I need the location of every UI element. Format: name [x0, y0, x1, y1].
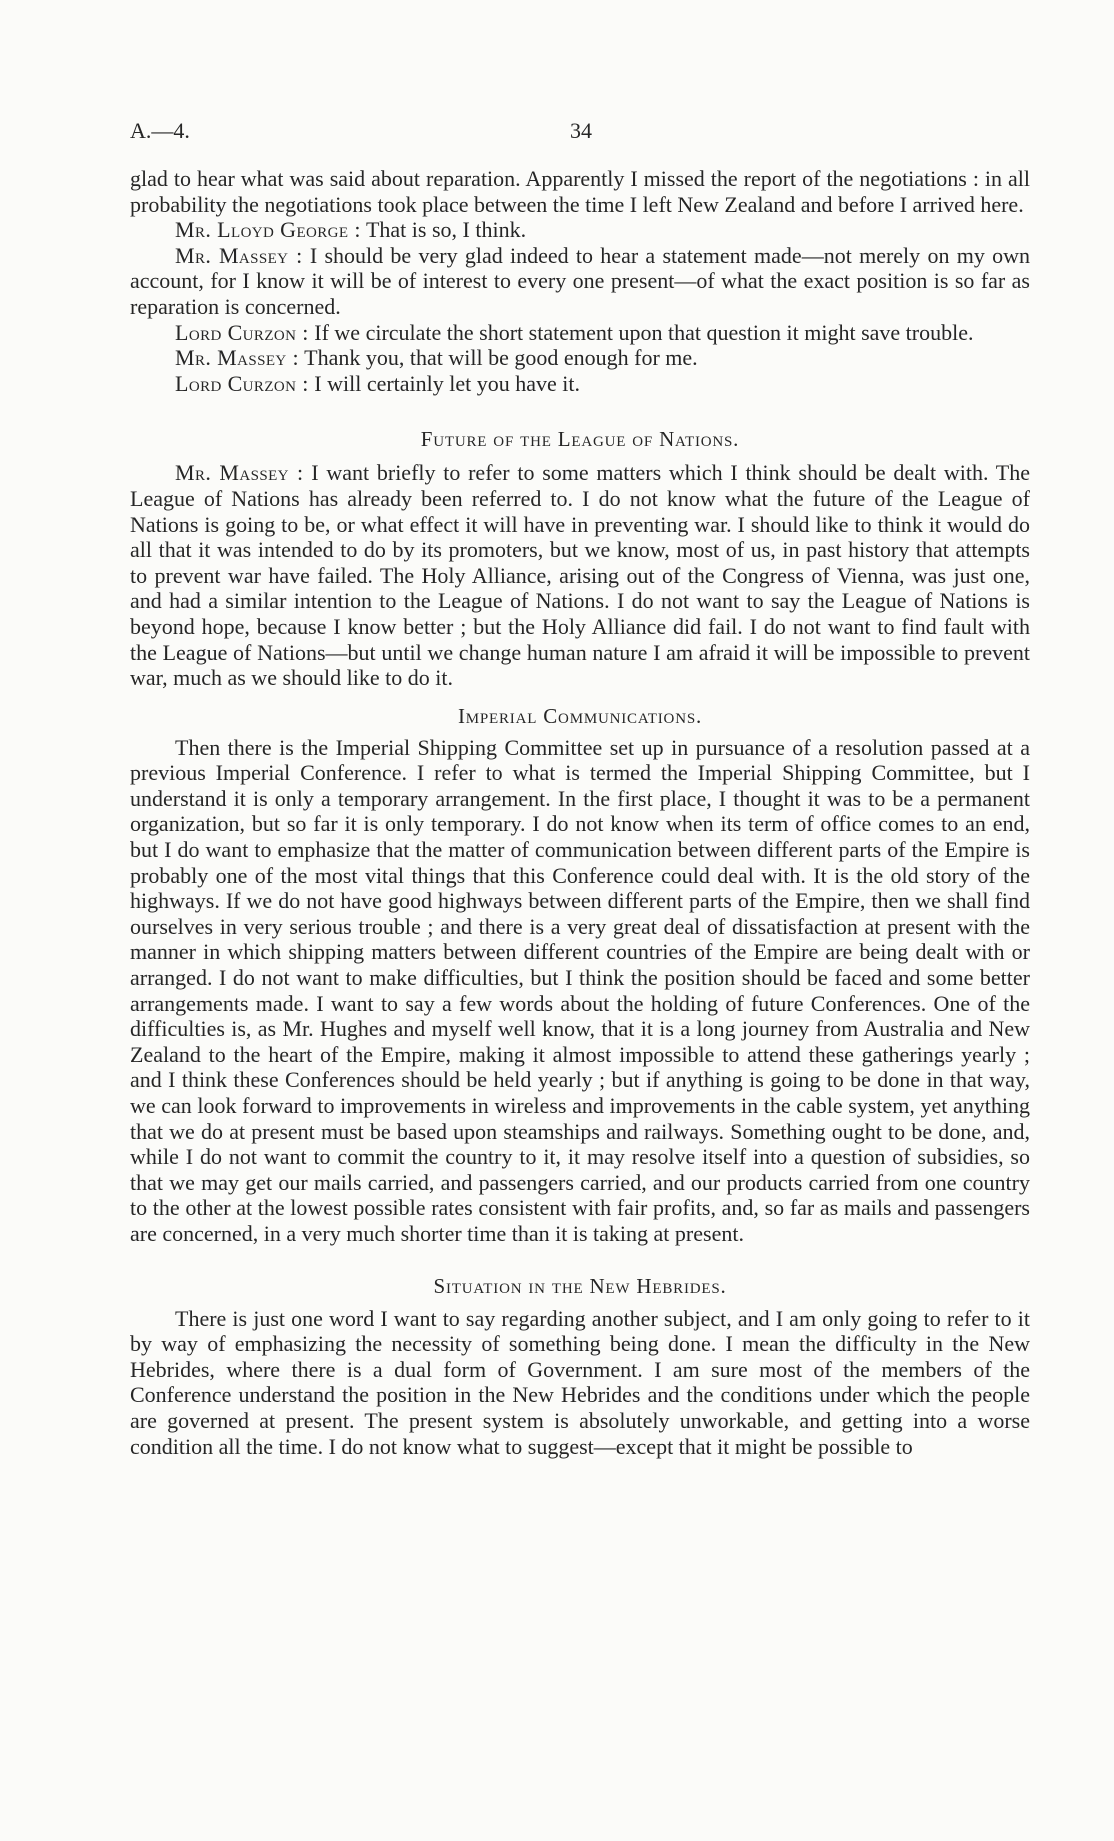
speech-text: I should be very glad indeed to hear a statement made—not merely on my own account, for I know it will be of interest to every one present—of what the exact position is so far as reparation is concerned.	[130, 242, 1030, 319]
speech-text: If we circulate the short statement upon that question it might save trouble.	[308, 319, 974, 345]
speech-text: Thank you, that will be good enough for me.	[299, 345, 698, 371]
speaker-name: Mr. Lloyd George :	[175, 217, 361, 243]
speech-text: I will certainly let you have it.	[308, 370, 581, 396]
speaker-name: Mr. Massey :	[175, 345, 300, 371]
speech-curzon-reply	[130, 371, 1030, 397]
body-text	[130, 166, 1030, 1459]
speech-massey-reparation	[130, 243, 1030, 320]
page-number: 34	[570, 118, 592, 143]
heading-imperial-communications: Imperial Communications.	[457, 703, 703, 728]
speaker-name: Mr. Massey :	[175, 460, 304, 486]
speech-lloyd-george	[130, 217, 1030, 243]
speech-text: I want briefly to refer to some matters which I think should be dealt with. The League of Nations has already been referred to. I do not know what the future of the League of Nations is going to be, or what effect it will have in preventing war. I should like to think it would do all that it was intended to do by its promoters, but we know, most of us, in past history that attempts to prevent war have failed. The Holy Alliance, arising out of the Congress of Vienna, was just one, and had a similar intention to the League of Nations. I do not want to say the League of Nations is beyond hope, because I know better ; but the Holy Alliance did fail. I do not want to find fault with the League of Nations—but until we change human nature I am afraid it will be impossible to prevent war, much as we should like to do it.	[130, 460, 1030, 691]
heading-future-league: Future of the League of Nations.	[420, 427, 740, 452]
page-header	[130, 118, 1030, 148]
document-reference: A.—4.	[130, 118, 190, 143]
speech-text: That is so, I think.	[360, 217, 527, 243]
speaker-name: Mr. Massey :	[175, 242, 303, 268]
paragraph-new-hebrides: There is just one word I want to say regarding another subject, and I am only going to refer to it by way of emphasizing the necessity of something being done. I mean the difficulty in the New Hebrides, where there is a dual form of Government. I am sure most of the members of the Conference understand the position in the New Hebrides and the conditions under which the people are governed at present. The present system is absolutely unworkable, and getting into a worse condition all the time. I do not know what to suggest—except that it might be possible to	[130, 1305, 1030, 1459]
speech-massey-thanks	[130, 345, 1030, 371]
speech-massey-league	[130, 460, 1030, 690]
speaker-name: Lord Curzon :	[175, 319, 309, 345]
paragraph-continuation: glad to hear what was said about reparation. Apparently I missed the report of the negotiations : in all probability the negotiations took place between the time I left New Zealand and before I arrived here.	[130, 166, 1030, 217]
speech-curzon-circulate	[130, 320, 1030, 346]
heading-new-hebrides: Situation in the New Hebrides.	[433, 1273, 727, 1298]
paragraph-imperial-shipping: Then there is the Imperial Shipping Committee set up in pursuance of a resolution passed at a previous Imperial Conference. I refer to what is termed the Imperial Shipping Committee, but I understand it is only a temporary arrangement. In the first place, I thought it was to be a permanent organization, but so far it is only temporary. I do not know when its term of office comes to an end, but I do want to emphasize that the matter of communication between different parts of the Empire is probably one of the most vital things that this Conference could deal with. It is the old story of the highways. If we do not have good highways between different parts of the Empire, then we shall find ourselves in very serious trouble ; and there is a very great deal of dissatisfaction at present with the manner in which shipping matters between different countries of the Empire are being dealt with or arranged. I do not want to make difficulties, but I think the position should be faced and some better arrangements made. I want to say a few words about the holding of future Conferences. One of the difficulties is, as Mr. Hughes and myself well know, that it is a long journey from Australia and New Zealand to the heart of the Empire, making it almost impossible to attend these gatherings yearly ; and I think these Conferences should be held yearly ; but if anything is going to be done in that way, we can look forward to improvements in wireless and improvements in the cable system, yet anything that we do at present must be based upon steamships and railways. Something ought to be done, and, while I do not want to commit the country to it, it may resolve itself into a question of subsidies, so that we may get our mails carried, and passengers carried, and our products carried from one country to the other at the lowest possible rates consistent with fair profits, and, so far as mails and passengers are concerned, in a very much shorter time than it is taking at present.	[130, 734, 1030, 1246]
speaker-name: Lord Curzon :	[175, 370, 309, 396]
